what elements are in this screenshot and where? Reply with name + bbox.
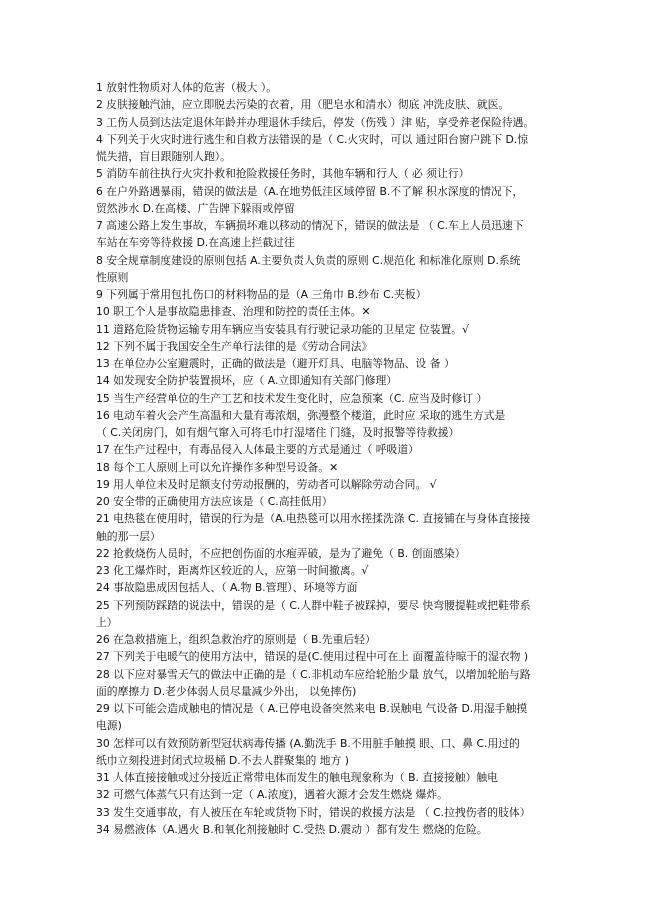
text-line: 性原则 xyxy=(96,270,129,284)
text-line: 34 易燃液体（A.遇火 B.和氧化剂接触时 C.受热 D.震动 ）都有发生 燃烧的危险。 xyxy=(96,822,488,836)
text-line: 18 每个工人原则上可以允许操作多种型号设备。✕ xyxy=(96,460,339,474)
text-line: 26 在急救措施上，组织急救治疗的原则是（ B.先重后轻） xyxy=(96,633,376,646)
text-line: 12 下列不属于我国安全生产单行法律的是《劳动合同法》 xyxy=(96,339,373,353)
text-line: 17 在生产过程中，有毒品侵入人体最主要的方式是通过（ 呼吸道） xyxy=(96,443,419,457)
text-line: 14 如发现安全防护装置损坏，应（ A.立即通知有关部门修理） xyxy=(96,374,398,388)
text-line: 20 安全带的正确使用方法应该是（ C.高挂低用） xyxy=(96,495,333,508)
text-line: 23 化工爆炸时，距离炸区较近的人，应第一时间撤离。√ xyxy=(96,564,369,577)
text-line: 33 发生交通事故，有人被压在车轮或货物下时，错误的救援方法是 （ C.拉拽伤者的肢体） xyxy=(96,805,531,819)
text-line: 16 电动车着火会产生高温和大量有毒浓烟，弥漫整个楼道，此时应 采取的逃生方式是 xyxy=(96,408,506,422)
text-line: 5 消防车前往执行火灾扑救和抢险救援任务时，其他车辆和行人（ 必 须让行） xyxy=(96,167,470,181)
text-line: 电源) xyxy=(96,719,122,733)
text-line: 22 抢救烧伤人员时，不应把创伤面的水疱弄破，是为了避免（ B. 创面感染） xyxy=(96,546,466,560)
document-page xyxy=(96,79,556,838)
text-line: 9 下列属于常用包扎伤口的材料物品的是（A 三角巾 B.纱布 C.夹板） xyxy=(96,288,427,301)
text-line: 8 安全规章制度建设的原则包括 A.主要负责人负责的原则 C.规范化 和标准化原则 D.系统 xyxy=(96,253,521,267)
text-line: 15 当生产经营单位的生产工艺和技术发生变化时，应急预案（C. 应当及时修订 ） xyxy=(96,391,488,405)
text-line: 2 皮肤接触汽油，应立即脱去污染的衣着，用（肥皂水和清水）彻底 冲洗皮肤、就医。 xyxy=(96,98,510,112)
text-line: 3 工伤人员到达法定退休年龄并办理退休手续后，停发（伤残 ）津 贴，享受养老保险待遇。 xyxy=(96,115,535,129)
text-line: 上） xyxy=(96,615,118,629)
text-line: 25 下列预防踩踏的说法中，错误的是（ C.人群中鞋子被踩掉，要尽 快弯腰提鞋或把鞋带系 xyxy=(96,598,531,612)
text-line: 19 用人单位未及时足额支付劳动报酬的，劳动者可以解除劳动合同。 √ xyxy=(96,477,437,491)
text-line: 1 放射性物质对人体的危害（极大 ）。 xyxy=(96,81,278,94)
text-line: 13 在单位办公室避震时，正确的做法是（避开灯具、电脑等物品、设 备 ） xyxy=(96,357,455,370)
text-line: 11 道路危险货物运输专用车辆应当安装具有行驶记录功能的卫星定 位装置。√ xyxy=(96,322,469,336)
text-line: 10 职工个人是事故隐患排查、治理和防控的责任主体。✕ xyxy=(96,305,371,319)
text-line: 27 下列关于电暖气的使用方法中，错误的是(C.使用过程中可在上 面覆盖待晾干的湿衣物 ) xyxy=(96,650,529,664)
text-line: 28 以下应对暴雪天气的做法中正确的是（ C.非机动车应给轮胎少量 放气，以增加轮胎与路 xyxy=(96,667,531,681)
text-line: 31 人体直接接触或过分接近正常带电体而发生的触电现象称为（ B. 直接接触）触电 xyxy=(96,771,498,784)
text-line: 贸然涉水 D.在高楼、广告牌下躲雨或停留 xyxy=(96,201,295,215)
text-line: 24 事故隐患成因包括人、（ A.物 B.管理）、环境等方面 xyxy=(96,581,358,595)
text-line: 21 电热毯在使用时，错误的行为是（A.电热毯可以用水搓揉洗涤 C. 直接铺在与身体直接接 xyxy=(96,512,531,526)
text-line: 4 下列关于火灾时进行逃生和自救方法错误的是（ C.火灾时，可以 通过阳台窗户跳下 D.惊 xyxy=(96,132,528,146)
text-line: 7 高速公路上发生事故，车辆损坏难以移动的情况下，错误的做法是 （ C.车上人员迅速下 xyxy=(96,219,524,232)
text-line: 30 怎样可以有效预防新型冠状病毒传播 (A.勤洗手 B.不用脏手触摸 眼、口、鼻 C.用过的 xyxy=(96,736,520,750)
text-line: 32 可燃气体蒸气只有达到一定（ A.浓度)，遇着火源才会发生燃烧 爆炸。 xyxy=(96,788,448,802)
text-line: 6 在户外路遇暴雨，错误的做法是（A.在地势低洼区域停留 B.不了解 积水深度的情况下， xyxy=(96,184,524,198)
text-line: 慌失措，盲目跟随别人跑）。 xyxy=(96,150,231,163)
text-line: 触的那一层） xyxy=(96,529,161,543)
text-line: 纸巾立刻投进封闭式垃圾桶 D.不去人群聚集的 地方 ) xyxy=(96,753,349,767)
text-line: 车站在车旁等待救援 D.在高速上拦截过往 xyxy=(96,236,295,250)
text-line: 29 以下可能会造成触电的情况是（ A.已停电设备突然来电 B.误触电 气设备 D.用湿手触摸 xyxy=(96,702,528,715)
text-line: （ C.关闭房门，如有烟气窜入可将毛巾打湿堵住 门缝，及时报警等待救援） xyxy=(96,426,460,439)
text-line: 面的摩擦力 D.老少体弱人员尽量减少外出， 以免摔伤) xyxy=(96,684,357,698)
